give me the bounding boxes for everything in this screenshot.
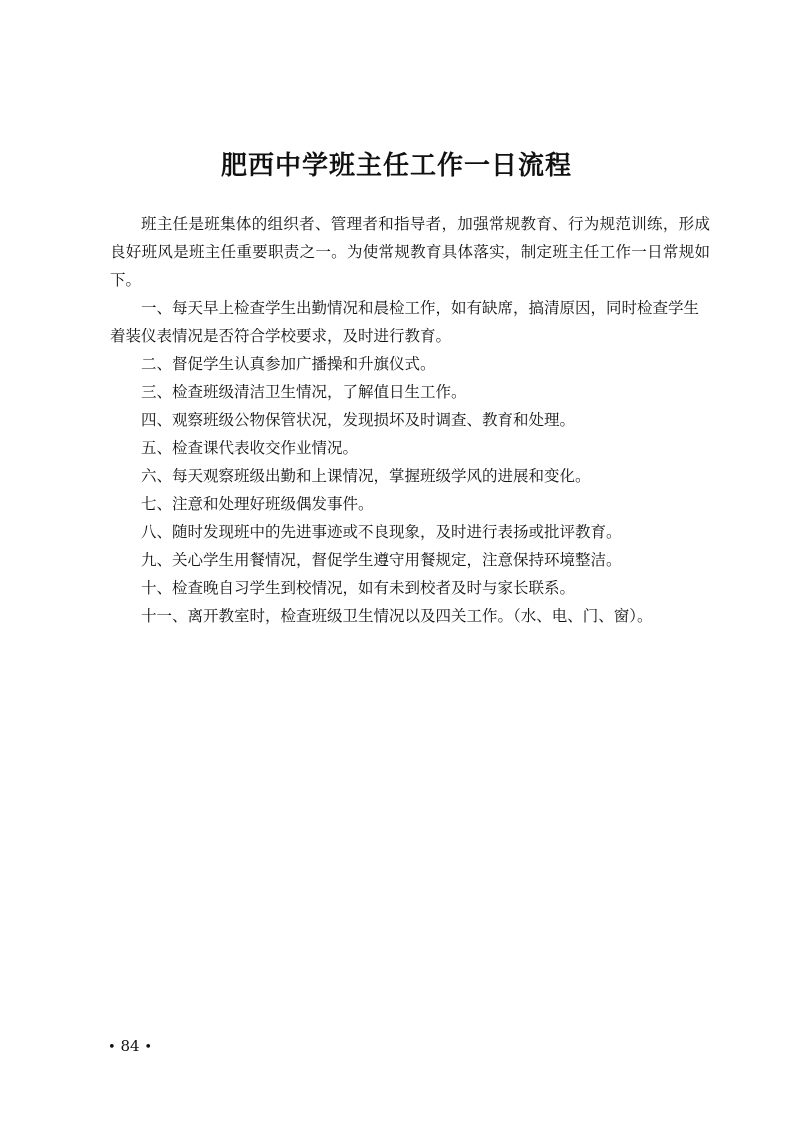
list-item-6: 六、每天观察班级出勤和上课情况，掌握班级学风的进展和变化。 <box>141 467 591 485</box>
list-item-10: 十、检查晚自习学生到校情况，如有未到校者及时与家长联系。 <box>141 579 576 597</box>
page-number-marker-left: • <box>108 1040 116 1055</box>
page-number <box>108 1036 152 1058</box>
list-item-11: 十一、离开教室时，检查班级卫生情况以及四关工作。（水、电、门、窗）。 <box>141 607 653 625</box>
intro-paragraph: 班主任是班集体的组织者、管理者和指导者，加强常规教育、行为规范训练，形成良好班风是班主任重要职责之一。为使常规教育具体落实，制定班主任工作一日常规如下。 <box>110 215 710 289</box>
list-item-4: 四、观察班级公物保管状况，发现损坏及时调查、教育和处理。 <box>141 411 576 429</box>
list-item-5: 五、检查课代表收交作业情况。 <box>141 439 359 457</box>
page-number-value: 84 <box>120 1037 140 1055</box>
list-item-9: 九、关心学生用餐情况，督促学生遵守用餐规定，注意保持环境整洁。 <box>141 551 622 569</box>
document-body <box>110 210 710 630</box>
list-item-2: 二、督促学生认真参加广播操和升旗仪式。 <box>141 355 436 373</box>
list-item-8: 八、随时发现班中的先进事迹或不良现象，及时进行表扬或批评教育。 <box>141 523 622 541</box>
list-item-3: 三、检查班级清洁卫生情况，了解值日生工作。 <box>141 383 467 401</box>
page-title: 肥西中学班主任工作一日流程 <box>220 151 572 181</box>
list-item-1: 一、每天早上检查学生出勤情况和晨检工作，如有缺席，搞清原因，同时检查学生着装仪表情况是否符合学校要求，及时进行教育。 <box>110 299 700 345</box>
page-number-marker-right: • <box>144 1040 152 1055</box>
list-item-7: 七、注意和处理好班级偶发事件。 <box>141 495 374 513</box>
